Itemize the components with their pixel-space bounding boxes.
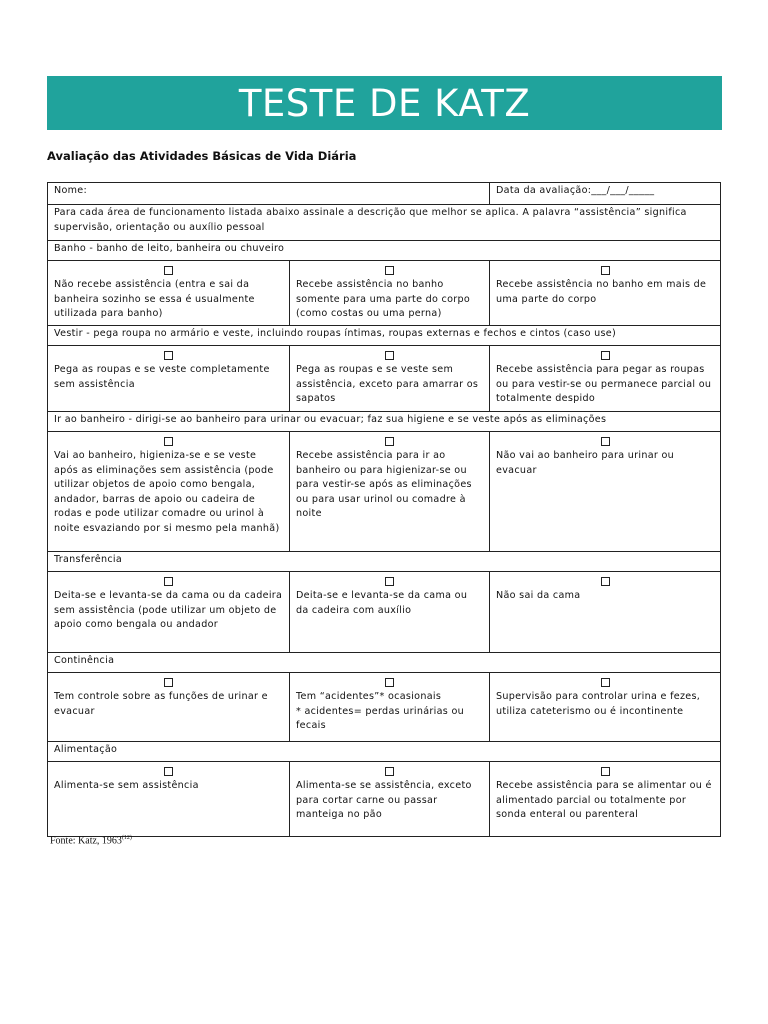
checkbox-icon[interactable] (601, 351, 610, 360)
instructions-text: Para cada área de funcionamento listada abaixo assinale a descrição que melhor se aplica. A palavra “assistência” significa supervisão, orientação ou auxílio pessoal (48, 205, 721, 241)
katz-form-table (47, 182, 721, 837)
option-text: Recebe assistência para ir ao banheiro ou para higienizar-se ou para vestir-se após as eliminações ou para usar urinol ou comadre à noite (296, 450, 472, 519)
options-row-continencia (48, 673, 721, 742)
option-cell (290, 346, 490, 412)
option-cell (290, 762, 490, 837)
option-text: Alimenta-se sem assistência (54, 780, 199, 791)
options-row-alimentacao (48, 762, 721, 837)
section-title: Ir ao banheiro - dirigi-se ao banheiro para urinar ou evacuar; faz sua higiene e se veste após as eliminações (48, 412, 721, 432)
options-row-transferencia (48, 572, 721, 653)
checkbox-icon[interactable] (601, 767, 610, 776)
option-text: Alimenta-se se assistência, exceto para cortar carne ou passar manteiga no pão (296, 780, 472, 820)
checkbox-icon[interactable] (601, 678, 610, 687)
option-text: Vai ao banheiro, higieniza-se e se veste após as eliminações sem assistência (pode utilizar objetos de apoio como bengala, andador, barras de apoio ou cadeira de rodas e pode utilizar comadre ou urinol à noite esvaziando por si mesmo pela manhã) (54, 450, 280, 534)
checkbox-icon[interactable] (164, 577, 173, 586)
checkbox-icon[interactable] (164, 266, 173, 275)
options-row-banho (48, 261, 721, 326)
instructions-row (48, 205, 721, 241)
source-reference: (12) (121, 835, 132, 841)
option-text: Recebe assistência para pegar as roupas ou para vestir-se ou permanece parcial ou totalmente despido (496, 364, 712, 404)
option-cell (48, 572, 290, 653)
section-header-alimentacao (48, 742, 721, 762)
section-title: Continência (48, 653, 721, 673)
option-cell (490, 346, 721, 412)
section-header-continencia (48, 653, 721, 673)
option-cell (490, 572, 721, 653)
source-citation (50, 835, 132, 846)
checkbox-icon[interactable] (385, 351, 394, 360)
option-cell (490, 762, 721, 837)
option-text: Tem controle sobre as funções de urinar e evacuar (54, 691, 268, 717)
option-cell (290, 432, 490, 552)
option-cell (490, 432, 721, 552)
option-cell (290, 572, 490, 653)
option-cell (48, 762, 290, 837)
checkbox-icon[interactable] (385, 266, 394, 275)
checkbox-icon[interactable] (164, 678, 173, 687)
option-text: Pega as roupas e se veste sem assistência, exceto para amarrar os sapatos (296, 364, 479, 404)
option-cell (290, 261, 490, 326)
option-text: Deita-se e levanta-se da cama ou da cadeira com auxílio (296, 590, 468, 616)
option-cell (48, 673, 290, 742)
checkbox-icon[interactable] (601, 437, 610, 446)
checkbox-icon[interactable] (385, 678, 394, 687)
option-text: Recebe assistência para se alimentar ou é alimentado parcial ou totalmente por sonda enteral ou parenteral (496, 780, 712, 820)
page-subtitle: Avaliação das Atividades Básicas de Vida Diária (47, 149, 357, 163)
section-header-ir-ao-banheiro (48, 412, 721, 432)
option-text: Não sai da cama (496, 590, 581, 601)
title-banner (47, 76, 722, 130)
source-text: Fonte: Katz, 1963 (50, 835, 122, 847)
option-cell (48, 432, 290, 552)
option-cell (290, 673, 490, 742)
checkbox-icon[interactable] (385, 437, 394, 446)
checkbox-icon[interactable] (601, 577, 610, 586)
section-header-transferencia (48, 552, 721, 572)
option-cell (490, 261, 721, 326)
option-text: Supervisão para controlar urina e fezes, utiliza cateterismo ou é incontinente (496, 691, 701, 717)
section-title: Transferência (48, 552, 721, 572)
checkbox-icon[interactable] (385, 767, 394, 776)
option-cell (490, 673, 721, 742)
option-text: Deita-se e levanta-se da cama ou da cadeira sem assistência (pode utilizar um objeto de apoio como bengala ou andador (54, 590, 283, 630)
section-title: Banho - banho de leito, banheira ou chuveiro (48, 241, 721, 261)
section-header-banho (48, 241, 721, 261)
option-text: Recebe assistência no banho em mais de uma parte do corpo (496, 279, 707, 305)
option-cell (48, 261, 290, 326)
options-row-ir-ao-banheiro (48, 432, 721, 552)
checkbox-icon[interactable] (385, 577, 394, 586)
option-text: Não vai ao banheiro para urinar ou evacuar (496, 450, 675, 476)
header-row (48, 183, 721, 205)
name-field[interactable]: Nome: (48, 183, 490, 205)
section-header-vestir (48, 326, 721, 346)
checkbox-icon[interactable] (164, 351, 173, 360)
option-text: Não recebe assistência (entra e sai da banheira sozinho se essa é usualmente utilizada para banho) (54, 279, 255, 319)
option-cell (48, 346, 290, 412)
date-field[interactable]: Data da avaliação:___/___/_____ (490, 183, 721, 205)
page-title: TESTE DE KATZ (238, 81, 531, 125)
option-text: Tem “acidentes”* ocasionais * acidentes= perdas urinárias ou fecais (296, 691, 465, 731)
checkbox-icon[interactable] (164, 437, 173, 446)
option-text: Recebe assistência no banho somente para uma parte do corpo (como costas ou uma perna) (296, 279, 471, 319)
option-text: Pega as roupas e se veste completamente sem assistência (54, 364, 270, 390)
options-row-vestir (48, 346, 721, 412)
section-title: Vestir - pega roupa no armário e veste, incluindo roupas íntimas, roupas externas e fechos e cintos (caso use) (48, 326, 721, 346)
checkbox-icon[interactable] (164, 767, 173, 776)
section-title: Alimentação (48, 742, 721, 762)
checkbox-icon[interactable] (601, 266, 610, 275)
